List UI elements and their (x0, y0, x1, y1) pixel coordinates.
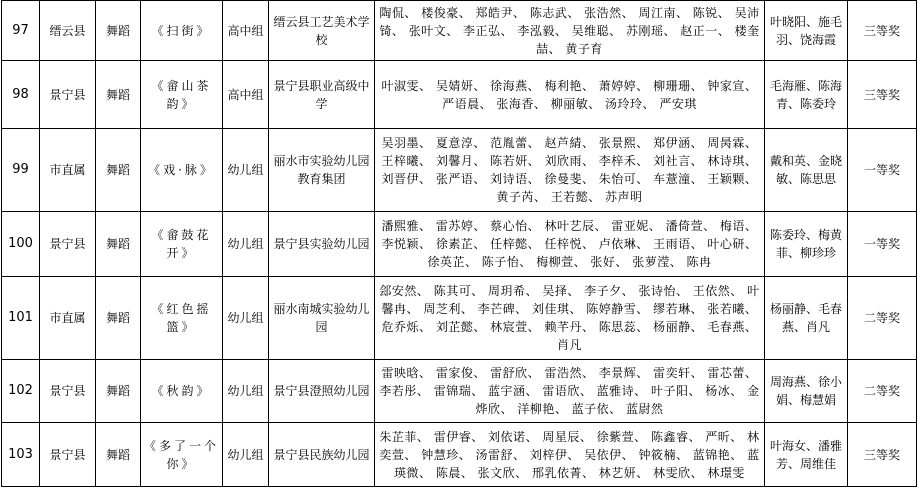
row-number: 98 (2, 61, 40, 129)
teachers-cell: 毛海雁、陈海青、陈委玲 (765, 61, 848, 129)
county-cell: 市直属 (40, 277, 96, 360)
teachers-cell: 戴和英、金晓敏、陈思思 (765, 129, 848, 212)
program-title-cell: 《戏·脉》 (141, 129, 223, 212)
teachers-cell: 叶晓阳、施毛羽、饶海霞 (765, 1, 848, 61)
row-number: 99 (2, 129, 40, 212)
award-cell: 二等奖 (848, 360, 917, 423)
school-cell: 景宁县澄照幼儿园 (269, 360, 375, 423)
program-title-cell: 《红色摇篮》 (141, 277, 223, 360)
award-cell: 二等奖 (848, 277, 917, 360)
group-cell: 幼儿组 (223, 212, 269, 277)
school-cell: 丽水市实验幼儿园教育集团 (269, 129, 375, 212)
program-title-cell: 《多了一个你》 (141, 423, 223, 487)
group-cell: 高中组 (223, 1, 269, 61)
members-cell: 陶侃、 楼俊豪、 郑皓尹、 陈志武、 张浩然、 周江南、 陈锐、 吴沛锜、 张叶文、 李正弘、 李泓毅、 吴维聪、 苏刚瑶、 赵正一、 楼奎喆、 黄子育 (375, 1, 765, 61)
school-cell: 景宁县实验幼儿园 (269, 212, 375, 277)
category-cell: 舞蹈 (96, 1, 141, 61)
table-row (2, 212, 917, 277)
county-cell: 景宁县 (40, 360, 96, 423)
county-cell: 缙云县 (40, 1, 96, 61)
row-number: 102 (2, 360, 40, 423)
school-cell: 景宁县职业高级中学 (269, 61, 375, 129)
category-cell: 舞蹈 (96, 129, 141, 212)
county-cell: 景宁县 (40, 423, 96, 487)
group-cell: 高中组 (223, 61, 269, 129)
program-title-cell: 《畲山茶韵》 (141, 61, 223, 129)
table-row (2, 61, 917, 129)
award-table-body (2, 1, 917, 487)
award-cell: 一等奖 (848, 129, 917, 212)
row-number: 97 (2, 1, 40, 61)
school-cell: 景宁县民族幼儿园 (269, 423, 375, 487)
program-title-cell: 《畲鼓花开》 (141, 212, 223, 277)
category-cell: 舞蹈 (96, 423, 141, 487)
members-cell: 郐安然、 陈其可、 周玥希、 吴择、 李子夕、 张诗怡、 王依然、 叶馨冉、 周芝利、 李芒碑、 刘佳琪、 陈婷静雪、 缪若琳、 张若曦、 危乔烁、 刘芷懿、 林宸萱、 赖芊丹、 陈思蕊、 杨丽静、 毛春燕、 肖凡 (375, 277, 765, 360)
table-row (2, 423, 917, 487)
members-cell: 吴羽墨、 夏意淳、 范胤蕾、 赵芦綪、 张景熙、 郑伊涵、 周昺霖、 王梓曦、 刘馨月、 陈若妍、 刘欣雨、 李梓禾、 刘社言、 林诗琪、 刘晋伊、 张严语、 刘诗语、 徐曼斐、 朱怡可、 车薏潼、 王颖颗、 黄子芮、 王若懿、 苏声明 (375, 129, 765, 212)
members-cell: 朱芷菲、 雷伊睿、 刘依诺、 周星辰、 徐紫萱、 陈鑫睿、 严昕、 林奕萱、 钟慧珍、 汤雷舒、 刘梓伊、 吴依伊、 钟筱楠、 蓝锦艳、 蓝瑛微、 陈晨、 张文欣、 邢乳依菁、 林艺妍、 林雯欣、 林璟雯 (375, 423, 765, 487)
group-cell: 幼儿组 (223, 360, 269, 423)
school-cell: 缙云县工艺美术学校 (269, 1, 375, 61)
members-cell: 潘熙雅、 雷苏婷、 蔡心怡、 林叶艺辰、 雷亚妮、 潘倚萱、 梅语、 李悦颖、 徐素芷、 任梓懿、 任梓悦、 卢依琳、 王雨语、 叶心研、 徐英芷、 陈子怡、 梅柳萱、 张好、 张萝滢、 陈冉 (375, 212, 765, 277)
program-title-cell: 《扫街》 (141, 1, 223, 61)
program-title-cell: 《秋韵》 (141, 360, 223, 423)
table-row (2, 360, 917, 423)
table-row (2, 129, 917, 212)
award-table (1, 0, 917, 487)
county-cell: 景宁县 (40, 212, 96, 277)
teachers-cell: 周海燕、徐小娟、梅慧娟 (765, 360, 848, 423)
table-row (2, 277, 917, 360)
group-cell: 幼儿组 (223, 277, 269, 360)
award-cell: 三等奖 (848, 61, 917, 129)
row-number: 101 (2, 277, 40, 360)
award-cell: 三等奖 (848, 1, 917, 61)
table-row (2, 1, 917, 61)
teachers-cell: 陈委玲、梅黄菲、柳珍珍 (765, 212, 848, 277)
group-cell: 幼儿组 (223, 423, 269, 487)
school-cell: 丽水南城实验幼儿园 (269, 277, 375, 360)
row-number: 103 (2, 423, 40, 487)
row-number: 100 (2, 212, 40, 277)
county-cell: 景宁县 (40, 61, 96, 129)
category-cell: 舞蹈 (96, 277, 141, 360)
category-cell: 舞蹈 (96, 61, 141, 129)
award-cell: 一等奖 (848, 212, 917, 277)
group-cell: 幼儿组 (223, 129, 269, 212)
county-cell: 市直属 (40, 129, 96, 212)
category-cell: 舞蹈 (96, 212, 141, 277)
category-cell: 舞蹈 (96, 360, 141, 423)
teachers-cell: 叶海女、潘雅芳、周维佳 (765, 423, 848, 487)
members-cell: 雷映晗、 雷家俊、 雷舒欣、 雷浩然、 李景辉、 雷奕轩、 雷芯蕾、 李若彤、 雷锦瑞、 蓝宇涵、 雷语欣、 蓝雅诗、 叶子阳、 杨冰、 金烨欣、 洋柳艳、 蓝子依、 蓝尉然 (375, 360, 765, 423)
teachers-cell: 杨丽静、毛春燕、肖凡 (765, 277, 848, 360)
members-cell: 叶淑雯、 吴婧妍、 徐海燕、 梅利艳、 萧婷婷、 柳珊珊、 钟家宣、 严语晨、 张海香、 柳丽敏、 汤玲玲、 严安琪 (375, 61, 765, 129)
award-cell: 三等奖 (848, 423, 917, 487)
